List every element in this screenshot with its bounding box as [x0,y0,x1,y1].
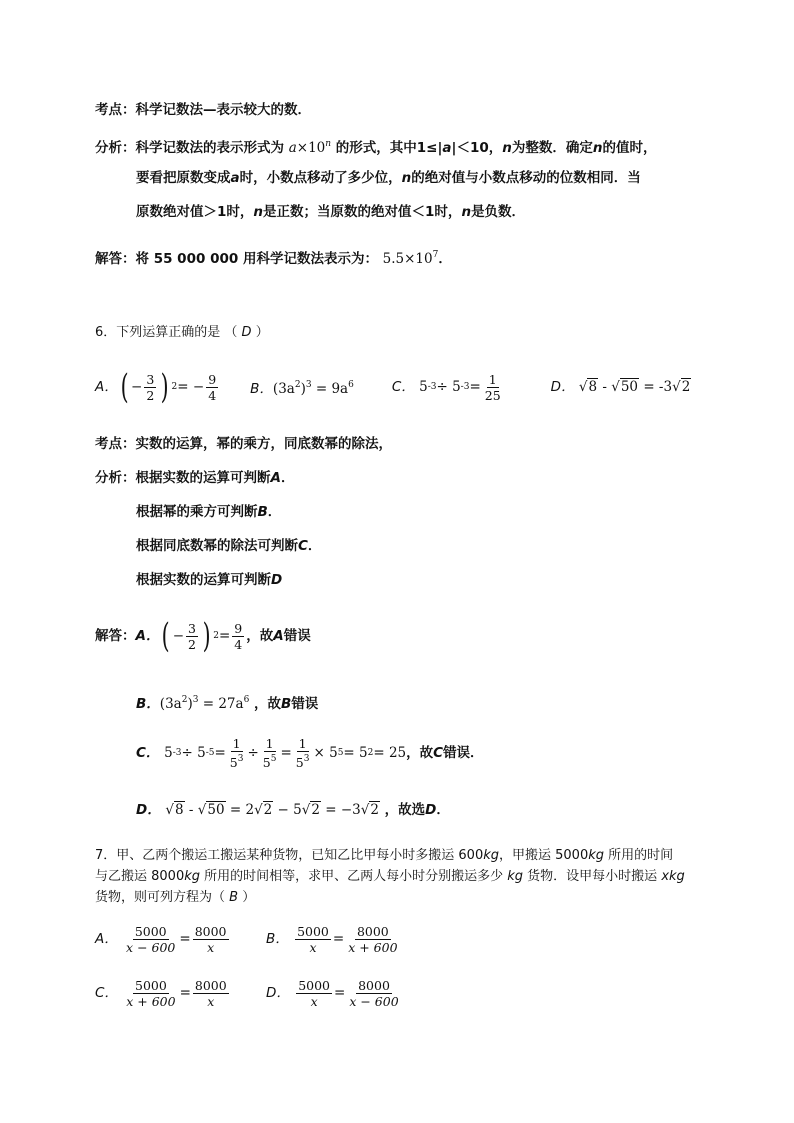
q7-option-d: D． $\frac{5000}{x}$ = $\frac{8000}{x - 600}$ [266,977,399,1009]
q6-option-a: A． ( − $\frac{3}{2}$ ) 2 = − $\frac{9}{4}$ [95,367,217,407]
q6-option-d: D． √8 - √50 = -3√2 [550,379,691,395]
q6-fenxi-4: 根据实数的运算可判断D [136,572,283,588]
q5-fenxi-line3: 原数绝对值＞1时，n是正数；当原数的绝对值＜1时，n是负数． [136,204,526,220]
q5-jieda: 解答：将 55 000 000 用科学记数法表示为： $5.5\times 10^7$． [95,250,452,267]
q7-option-b: B． $\frac{5000}{x}$ = $\frac{8000}{x + 600}$ [266,923,398,955]
q7-option-c: C． $\frac{5000}{x + 600}$ = $\frac{8000}{x}$ [95,977,227,1009]
q6-fenxi-3: 根据同底数幂的除法可判断C． [136,538,322,554]
q6-fenxi-2: 根据幂的乘方可判断B． [136,504,282,520]
q7-option-a: A． $\frac{5000}{x - 600}$ = $\frac{8000}{x}$ [95,923,227,955]
q5-fenxi-line2: 要看把原数变成a时，小数点移动了多少位，n的绝对值与小数点移动的位数相同．当 [136,170,641,186]
q6-option-b: B．$(3a^2)^3 = 9a^6$ [250,380,354,397]
q6-jieda-c: C． 5 -3 ÷ 5 -5 = $\frac{1}{5^3}$ ÷ $\frac{1}{5^5}$ = $\frac{1}{5^3}$ × 5 5 = 5 2 = 25 ，故 C 错误． [136,736,484,770]
q6-kaodian: 考点：实数的运算，幂的乘方，同底数幂的除法， [95,436,392,452]
q7-stem-line1: 7．甲、乙两个搬运工搬运某种货物，已知乙比甲每小时多搬运 600kg，甲搬运 5000kg 所用的时间 [95,848,674,863]
q6-options [95,369,691,405]
q6-jieda-a: 解答： A． ( − $\frac{3}{2}$ ) 2 = $\frac{9}{4}$ ，故 A 错误 [95,616,311,656]
q6-jieda-d: D． √8 - √50 = 2√2 − 5√2 = −3√2 ，故选D． [136,802,450,818]
q7-stem-line3: 货物，则可列方程为（ B ） [95,890,256,905]
q7-stem-line2: 与乙搬运 8000kg 所用的时间相等，求甲、乙两人每小时分别搬运多少 kg 货物．设甲每小时搬运 xkg [95,869,685,884]
q6-fenxi-1: 分析：根据实数的运算可判断A． [95,470,295,486]
q5-kaodian: 考点：科学记数法—表示较大的数． [95,102,311,118]
q6-jieda-b: B．$(3a^2)^3 = 27a^6$ ，故B错误 [136,695,319,712]
q6-option-c: C． 5 -3 ÷ 5 -3 = $\frac{1}{25}$ [391,371,501,403]
q5-fenxi-line1: 分析：科学记数法的表示形式为 $a\times 10^n$ 的形式，其中1≤|a|＜10，n为整数．确定n的值时， [95,139,657,156]
q6-stem: 6．下列运算正确的是 （ D ） [95,325,269,340]
